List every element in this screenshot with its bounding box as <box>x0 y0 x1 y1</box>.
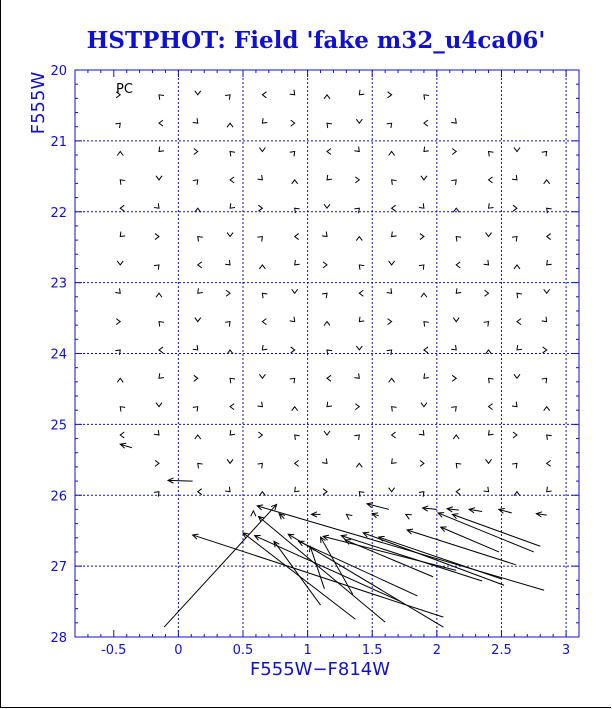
residual-chevron <box>230 203 235 208</box>
residual-chevron <box>295 208 300 213</box>
residual-chevron <box>484 487 489 492</box>
residual-chevron <box>451 180 456 185</box>
residual-chevron <box>120 205 124 211</box>
y-axis-label: F555W <box>28 71 49 135</box>
vector-head <box>251 511 256 516</box>
residual-chevron <box>421 293 427 297</box>
vector-arrow <box>299 541 418 596</box>
vector-shaft <box>299 541 418 596</box>
residual-chevron <box>117 261 123 265</box>
residual-chevron <box>327 402 332 407</box>
residual-chevron <box>424 373 429 378</box>
residual-chevron <box>290 152 295 157</box>
residual-chevron <box>159 373 164 378</box>
residual-chevron <box>514 265 520 269</box>
residual-chevron <box>388 319 392 325</box>
x-tick-label: 3 <box>561 643 571 658</box>
residual-chevron <box>354 208 359 213</box>
residual-chevron <box>227 350 233 354</box>
residual-chevron <box>424 147 429 152</box>
residual-chevron <box>456 262 460 268</box>
residual-chevron <box>258 432 262 438</box>
vector-arrow <box>407 529 516 565</box>
residual-chevron <box>356 463 362 467</box>
residual-chevron <box>327 149 331 155</box>
residual-chevron <box>230 152 235 157</box>
residual-chevron <box>322 232 327 237</box>
residual-chevron <box>154 203 159 208</box>
residual-chevron <box>156 293 162 297</box>
vector-arrow <box>168 478 193 483</box>
vector-arrow <box>372 513 378 518</box>
residual-chevron <box>257 463 262 468</box>
residual-chevron <box>419 265 424 270</box>
residual-chevron <box>489 378 494 383</box>
residual-chevron <box>547 208 552 213</box>
y-tick-label: 25 <box>50 418 67 434</box>
x-tick-label: 0 <box>174 643 183 658</box>
residual-chevron <box>198 489 202 495</box>
chart-title: HSTPHOT: Field 'fake m32_u4ca06' <box>86 27 546 54</box>
residual-chevron <box>327 350 332 355</box>
vector-arrow <box>379 536 502 579</box>
residual-chevron <box>356 346 362 350</box>
vector-arrow <box>536 512 546 517</box>
residual-chevron <box>292 180 298 184</box>
residual-chevron <box>456 463 461 468</box>
residual-chevron <box>354 435 359 440</box>
y-tick-label: 23 <box>50 276 67 292</box>
residual-chevron <box>195 318 201 322</box>
vector-arrow <box>499 508 512 513</box>
residual-chevron <box>547 234 551 240</box>
vector-shaft <box>323 536 456 570</box>
y-tick-label: 24 <box>50 347 67 363</box>
vector-shaft <box>441 527 499 552</box>
residual-chevron <box>198 237 203 242</box>
residual-chevron <box>120 232 125 237</box>
residual-chevron <box>517 345 522 350</box>
vector-arrow <box>341 535 482 581</box>
vector-arrow <box>251 511 256 516</box>
residual-chevron <box>355 177 359 183</box>
residual-chevron <box>198 288 203 293</box>
residual-chevron <box>295 460 299 466</box>
vector-arrow <box>120 443 132 448</box>
residual-chevron <box>542 152 547 157</box>
residual-chevron <box>225 260 230 265</box>
residual-chevron <box>230 404 234 410</box>
vector-shaft <box>168 480 193 481</box>
residual-chevron <box>512 402 517 407</box>
vector-head <box>346 514 352 519</box>
residual-chevron <box>387 288 392 293</box>
residual-chevron <box>322 458 327 463</box>
residual-chevron <box>159 120 163 126</box>
residual-chevron <box>262 118 267 123</box>
residual-chevron <box>259 265 265 269</box>
residual-chevron <box>456 288 461 293</box>
residual-chevron <box>489 177 493 183</box>
residual-chevron <box>456 489 460 495</box>
residual-chevron <box>193 407 198 412</box>
residual-chevron <box>159 322 164 327</box>
residual-chevron <box>388 92 392 98</box>
x-tick-label: 1.5 <box>361 643 383 658</box>
residual-chevron <box>323 262 327 268</box>
residual-chevron <box>547 260 552 265</box>
residual-chevron <box>544 289 550 293</box>
residual-chevron <box>484 260 489 265</box>
residual-chevron <box>421 403 427 407</box>
residual-chevron <box>323 489 327 495</box>
residual-chevron <box>421 176 427 180</box>
residual-chevron <box>327 123 332 128</box>
residual-chevron <box>290 378 295 383</box>
residual-chevron <box>290 90 295 95</box>
residual-chevron <box>262 293 267 298</box>
residual-chevron <box>225 487 230 492</box>
vector-shaft <box>345 540 433 577</box>
x-tick-label: -0.5 <box>101 643 127 658</box>
residual-chevron <box>262 319 266 325</box>
residual-chevron <box>156 403 162 407</box>
residual-chevron <box>453 318 459 322</box>
residual-chevron <box>155 234 159 240</box>
residual-chevron <box>120 180 125 185</box>
residual-chevron <box>387 123 392 128</box>
residual-chevron <box>195 435 201 439</box>
residual-chevron <box>489 404 493 410</box>
residual-chevron <box>198 463 203 468</box>
vector-shaft <box>407 530 516 565</box>
residual-chevron <box>193 345 198 350</box>
residual-chevron <box>419 430 424 435</box>
residual-chevron <box>453 435 459 439</box>
vector-arrow <box>274 541 321 605</box>
residual-chevron <box>257 237 262 242</box>
residual-chevron <box>451 118 456 123</box>
axis-ticks <box>50 64 579 658</box>
residual-chevron <box>392 432 396 438</box>
residual-chevron <box>484 322 489 327</box>
residual-chevron <box>359 90 364 95</box>
residual-chevron <box>452 149 456 155</box>
vector-arrow <box>311 512 320 517</box>
residual-chevron <box>291 347 295 353</box>
residual-chevron <box>486 459 492 463</box>
vector-arrow <box>345 540 433 577</box>
residual-chevron <box>489 430 494 435</box>
residual-chevron <box>489 203 494 208</box>
residual-chevron <box>120 432 124 438</box>
residual-chevron <box>392 205 396 211</box>
residual-chevron <box>120 407 125 412</box>
residual-chevron <box>359 290 363 296</box>
residual-chevron <box>292 407 298 411</box>
residual-chevron <box>154 265 159 270</box>
residual-chevron <box>257 402 262 407</box>
residual-chevron <box>389 152 395 156</box>
residual-chevron <box>486 233 492 237</box>
residual-chevron <box>115 123 120 128</box>
residual-chevron <box>389 488 395 492</box>
residual-chevron <box>389 261 395 265</box>
vector-shaft <box>379 537 502 579</box>
residual-chevron <box>387 350 392 355</box>
x-axis-label: F555W−F814W <box>249 659 391 680</box>
residual-chevron <box>544 407 550 411</box>
residual-chevron <box>154 430 159 435</box>
residual-chevron <box>424 95 429 100</box>
residual-chevron <box>512 175 517 180</box>
residual-chevron <box>225 322 230 327</box>
residual-chevron <box>290 317 295 322</box>
panel-label: PC <box>116 82 133 97</box>
residual-chevron <box>456 237 461 242</box>
residual-chevron <box>392 232 397 237</box>
vector-arrow <box>447 507 459 512</box>
residual-chevron <box>355 404 359 410</box>
vector-shaft <box>452 514 540 546</box>
residual-chevron <box>155 460 159 466</box>
residual-chevron <box>513 205 517 211</box>
y-tick-label: 26 <box>50 489 67 505</box>
residual-chevron <box>295 487 300 492</box>
residual-chevron <box>227 233 233 237</box>
residual-chevron <box>227 123 233 127</box>
residual-chevron <box>291 120 295 126</box>
residual-chevron <box>451 345 456 350</box>
residual-chevron <box>193 118 198 123</box>
residual-chevron <box>514 148 520 152</box>
grid-lines <box>75 70 579 637</box>
residual-chevron <box>543 347 547 353</box>
residual-chevron <box>117 378 123 382</box>
residual-chevron <box>324 322 330 326</box>
residual-chevron <box>194 375 198 381</box>
residual-chevron <box>292 289 298 293</box>
residual-chevron <box>424 120 428 126</box>
residual-chevron <box>354 147 359 152</box>
residual-chevron <box>419 203 424 208</box>
residual-chevron <box>542 317 547 322</box>
y-tick-label: 20 <box>50 64 67 79</box>
residual-chevron <box>259 492 265 496</box>
residual-chevron <box>356 237 362 241</box>
residual-chevron <box>547 487 552 492</box>
residual-chevron <box>542 378 547 383</box>
residual-chevron <box>359 265 364 270</box>
vector-shaft <box>341 536 482 581</box>
residual-chevron <box>512 237 517 242</box>
residual-chevron <box>262 92 266 98</box>
residual-chevron <box>262 345 267 350</box>
residual-chevron <box>512 463 517 468</box>
y-tick-label: 27 <box>50 560 67 576</box>
y-tick-label: 21 <box>50 134 67 150</box>
vector-shaft <box>363 533 504 585</box>
residual-chevron <box>195 91 201 95</box>
residual-chevron <box>356 119 362 123</box>
residual-chevron <box>193 180 198 185</box>
residual-chevron <box>420 234 424 240</box>
residual-chevron <box>419 492 424 497</box>
residual-chevron <box>259 374 265 378</box>
residual-chevron <box>547 435 552 440</box>
residual-chevron <box>115 350 120 355</box>
x-tick-label: 1 <box>303 643 312 658</box>
residual-chevron <box>195 208 201 212</box>
residual-chevron <box>485 290 489 296</box>
residual-chevron <box>514 374 520 378</box>
residual-chevron <box>225 95 230 100</box>
residual-chevron <box>513 432 517 438</box>
residual-chevron <box>117 152 123 156</box>
residual-chevron <box>159 95 164 100</box>
residual-chevron <box>547 460 551 466</box>
residual-chevron <box>257 175 262 180</box>
residual-chevron <box>159 347 163 353</box>
residual-chevron <box>392 180 397 185</box>
residual-chevron <box>452 375 456 381</box>
vector-arrow <box>367 503 389 510</box>
residual-chevron <box>424 322 429 327</box>
residual-chevron <box>295 260 300 265</box>
y-tick-label: 22 <box>50 205 67 221</box>
residual-chevron <box>359 492 364 497</box>
residual-chevron <box>230 177 234 183</box>
residual-chevron <box>226 290 230 296</box>
residual-chevron <box>258 205 262 211</box>
vector-arrow <box>406 514 412 519</box>
residual-chevron <box>327 175 332 180</box>
residual-chevron <box>159 147 164 152</box>
vector-arrow <box>469 508 482 513</box>
residual-chevron <box>324 204 330 208</box>
residual-chevron <box>424 347 428 353</box>
vector-arrow <box>441 527 499 552</box>
residual-chevron <box>198 262 202 268</box>
residual-chevron <box>194 149 198 155</box>
vector-arrow <box>363 532 504 585</box>
residual-chevron <box>295 234 299 240</box>
residual-chevron <box>392 407 397 412</box>
vector-arrow <box>423 506 437 511</box>
residual-chevron <box>327 375 331 381</box>
vector-shaft <box>274 541 321 605</box>
residual-chevron <box>115 288 120 293</box>
residual-chevron <box>517 319 521 325</box>
residual-chevron <box>324 431 330 435</box>
residual-chevron <box>324 95 330 99</box>
residual-chevron <box>154 492 159 497</box>
vector-arrow <box>346 514 352 519</box>
x-tick-label: 2 <box>432 643 441 658</box>
vector-arrow <box>452 514 540 547</box>
y-tick-label: 28 <box>50 631 67 646</box>
x-tick-label: 2.5 <box>491 643 512 658</box>
residual-chevron <box>227 459 233 463</box>
residual-chevron <box>322 293 327 298</box>
residual-chevron <box>156 176 162 180</box>
residual-chevron <box>295 435 300 440</box>
residual-chevron <box>544 180 550 184</box>
residual-chevron <box>259 148 265 152</box>
residual-chevron <box>230 430 235 435</box>
residual-chevron <box>354 373 359 378</box>
vector-arrow <box>279 514 285 520</box>
residual-chevron <box>420 460 424 466</box>
residual-chevron <box>517 293 522 298</box>
residual-chevron <box>230 378 235 383</box>
vector-field <box>115 90 551 627</box>
vector-head <box>406 514 412 519</box>
x-tick-label: 0.5 <box>232 643 254 658</box>
residual-chevron <box>116 319 120 325</box>
residual-chevron <box>451 407 456 412</box>
residual-chevron <box>392 458 397 463</box>
residual-chevron <box>389 378 395 382</box>
residual-chevron <box>489 152 494 157</box>
residual-chevron <box>359 317 364 322</box>
